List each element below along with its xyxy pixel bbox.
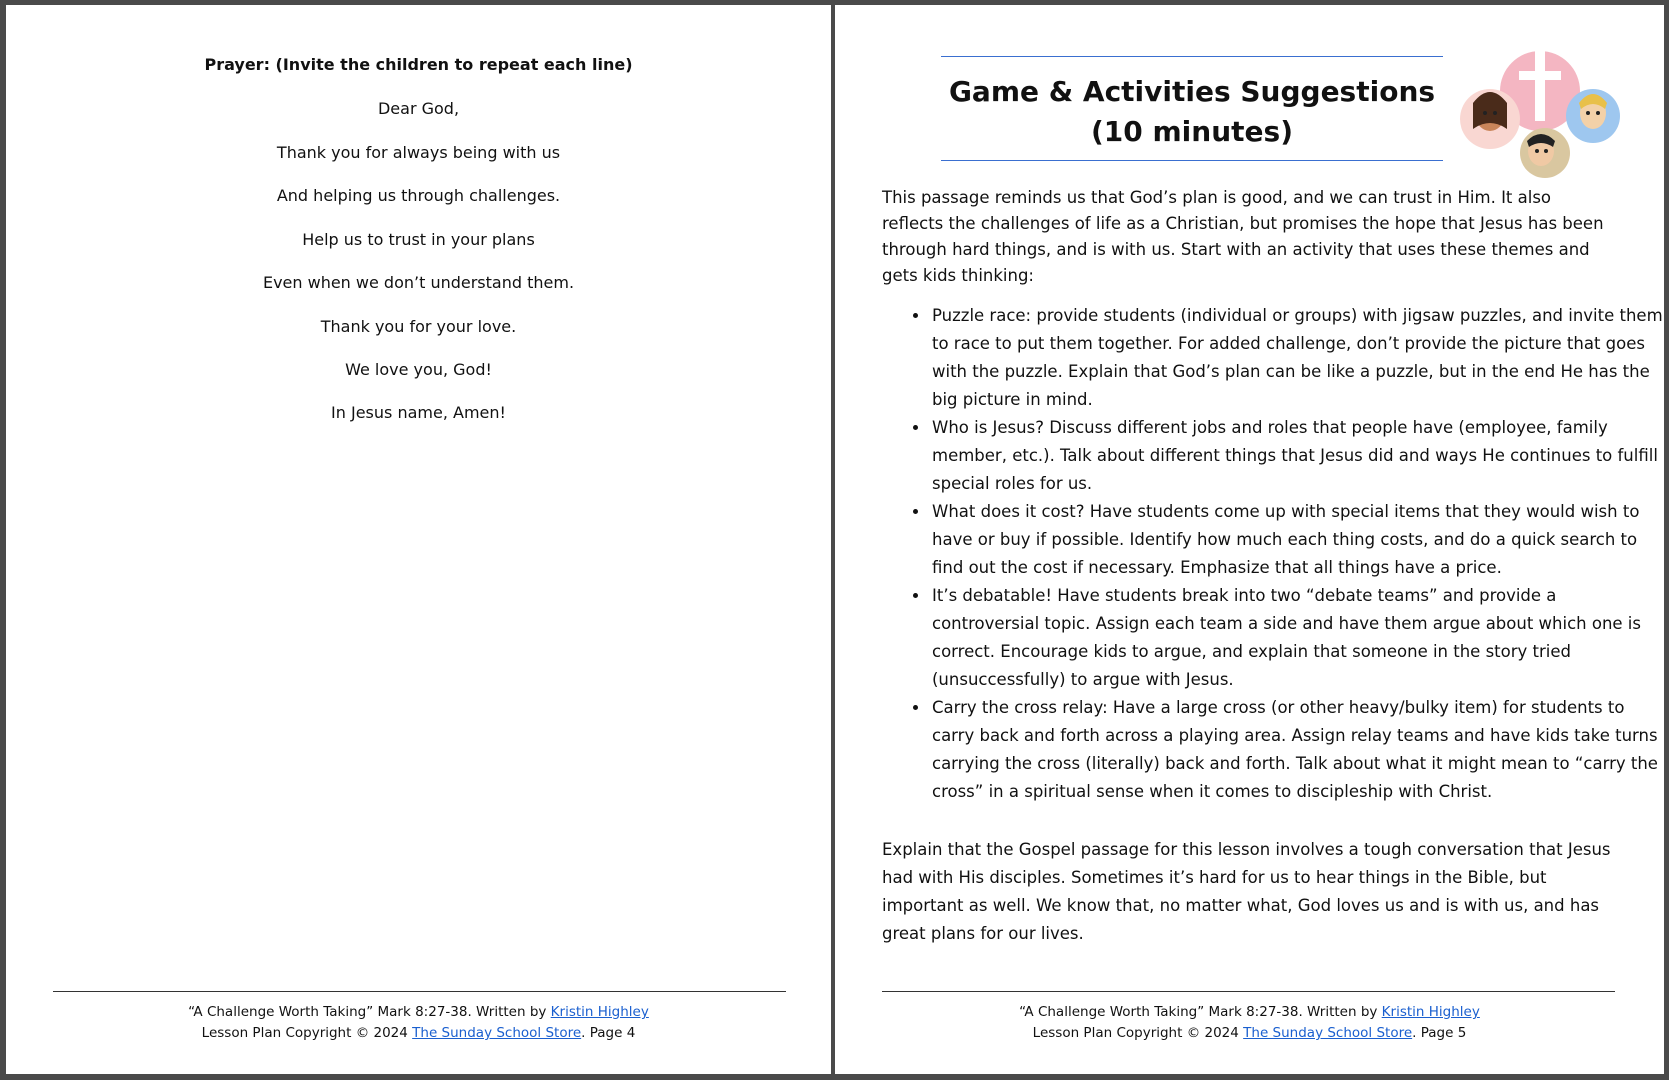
footer-divider (882, 991, 1615, 992)
closing-paragraph: Explain that the Gospel passage for this lesson involves a tough conversation that Jesus had with His disciples. Sometimes it’s hard for us to hear things in the Bible, but important as well. We know that, no matter what, God loves us and is with us, and has great plans for our lives. (882, 840, 1611, 943)
page-number: . Page 4 (581, 1025, 636, 1041)
title-line-2: (10 minutes) (1091, 115, 1293, 148)
prayer-heading: Prayer: (Invite the children to repeat each line) (204, 55, 633, 74)
title-rule-top (941, 56, 1443, 57)
title-rule-bottom (941, 160, 1443, 161)
author-link[interactable]: Kristin Highley (550, 1004, 649, 1020)
footer-copyright: Lesson Plan Copyright © 2024 (201, 1025, 413, 1041)
prayer-line: And helping us through challenges. (276, 186, 561, 205)
store-link[interactable]: The Sunday School Store (1243, 1025, 1413, 1041)
page-4 (6, 5, 831, 1074)
list-item: • Carry the cross relay: Have a large cross (or other heavy/bulky item) for students to carry back and forth across a playing area. Assign relay teams and have kids take turns carrying the cross (literally) back and forth. Talk about what it might mean to “carry the cross” in a spiritual sense when it comes to discipleship with Christ. (930, 694, 1665, 806)
section-title-block (941, 50, 1443, 160)
intro-paragraph: This passage reminds us that God’s plan is good, and we can trust in Him. It also reflects the challenges of life as a Christian, but promises the hope that Jesus has been through hard things, and is with us. Start with an activity that uses these themes and gets kids thinking: (882, 188, 1604, 285)
section-title (941, 72, 1443, 152)
prayer-line: Dear God, (377, 99, 460, 118)
list-item: • What does it cost? Have students come up with special items that they would wish to have or buy if possible. Identify how much each thing costs, and do a quick search to find out the cost if necessary. Emphasize that all things have a price. (930, 498, 1665, 582)
list-item: • Puzzle race: provide students (individual or groups) with jigsaw puzzles, and invite them to race to put them together. For added challenge, don’t provide the picture that goes with the puzzle. Explain that God’s plan can be like a puzzle, but in the end He has the big picture in mind. (930, 302, 1665, 414)
author-link[interactable]: Kristin Highley (1381, 1004, 1480, 1020)
footer-copyright: Lesson Plan Copyright © 2024 (1032, 1025, 1244, 1041)
activity-list (882, 302, 1665, 806)
list-item: • It’s debatable! Have students break into two “debate teams” and provide a controversial topic. Assign each team a side and have them argue about which one is correct. Encourage kids to argue, and explain that someone in the story tried (unsuccessfully) to argue with Jesus. (930, 582, 1665, 694)
title-line-1: Game & Activities Suggestions (948, 75, 1436, 108)
page-number: . Page 5 (1412, 1025, 1467, 1041)
footer-citation: “A Challenge Worth Taking” Mark 8:27-38. Written by (1019, 1004, 1382, 1020)
list-item: • Who is Jesus? Discuss different jobs and roles that people have (employee, family member, etc.). Talk about different things that Jesus did and ways He continues to fulfill special roles for us. (930, 414, 1665, 498)
prayer-section (6, 55, 831, 74)
prayer-line: Help us to trust in your plans (302, 230, 535, 249)
page-5 (835, 5, 1664, 1074)
footer-divider (53, 991, 786, 992)
prayer-line: In Jesus name, Amen! (331, 403, 506, 422)
prayer-line: Thank you for always being with us (276, 143, 561, 162)
children-cross-illustration (1455, 41, 1625, 181)
prayer-line: We love you, God! (345, 360, 492, 379)
prayer-line: Even when we don’t understand them. (262, 273, 575, 292)
footer-citation: “A Challenge Worth Taking” Mark 8:27-38. Written by (188, 1004, 551, 1020)
page-footer (835, 1002, 1664, 1044)
page-footer (6, 1002, 831, 1044)
prayer-line: Thank you for your love. (320, 317, 517, 336)
store-link[interactable]: The Sunday School Store (412, 1025, 582, 1041)
